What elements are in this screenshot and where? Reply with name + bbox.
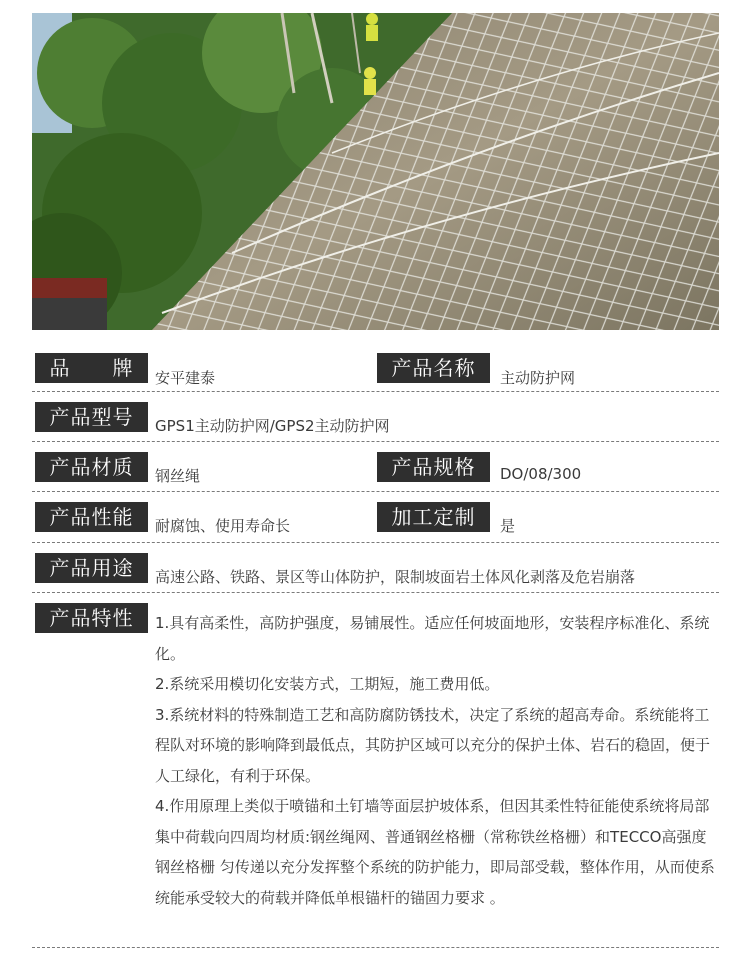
product-photo <box>32 13 719 330</box>
feature-item: 3.系统材料的特殊制造工艺和高防腐防锈技术，决定了系统的超高寿命。系统能将工程队对环境的影响降到最低点，其防护区域可以充分的保护土体、岩石的稳固，便于人工绿化，有利于环保。 <box>155 705 711 785</box>
product-name-label: 产品名称 <box>377 353 490 383</box>
feature-item: 4.作用原理上类似于喷锚和土钉墙等面层护坡体系，但因其柔性特征能使系统将局部集中荷载向四周均材质:钢丝绳网、普通钢丝格栅（常称铁丝格栅）和TECCO高强度钢丝格栅 匀传递以充分发挥整个系统的防护能力，即局部受载，整体作用，从而使系统能承受较大的荷载并降低单根锚杆的锚固力要求 。 <box>155 797 715 907</box>
material-value: 钢丝绳 <box>155 467 201 485</box>
feature-item: 2.系统采用模切化安装方式，工期短，施工费用低。 <box>155 675 500 693</box>
usage-value: 高速公路、铁路、景区等山体防护，限制坡面岩土体风化剥落及危岩崩落 <box>155 568 636 586</box>
features-label: 产品特性 <box>35 603 148 633</box>
performance-label: 产品性能 <box>35 502 148 532</box>
performance-value: 耐腐蚀、使用寿命长 <box>155 517 291 535</box>
feature-item: 1.具有高柔性，高防护强度，易铺展性。适应任何坡面地形，安装程序标准化、系统化。 <box>155 614 710 663</box>
model-label: 产品型号 <box>35 402 148 432</box>
brand-value: 安平建泰 <box>155 369 216 387</box>
divider <box>32 542 719 543</box>
divider <box>32 441 719 442</box>
spec-label: 产品规格 <box>377 452 490 482</box>
divider <box>32 491 719 492</box>
divider <box>32 592 719 593</box>
divider <box>32 947 719 948</box>
custom-value: 是 <box>500 517 516 535</box>
model-value: GPS1主动防护网/GPS2主动防护网 <box>155 417 390 435</box>
material-label: 产品材质 <box>35 452 148 482</box>
features-list <box>155 608 715 913</box>
spec-value: DO/08/300 <box>500 465 582 483</box>
product-name-value: 主动防护网 <box>500 369 576 387</box>
usage-label: 产品用途 <box>35 553 148 583</box>
custom-label: 加工定制 <box>377 502 490 532</box>
brand-label: 品 牌 <box>35 353 148 383</box>
divider <box>32 391 719 392</box>
